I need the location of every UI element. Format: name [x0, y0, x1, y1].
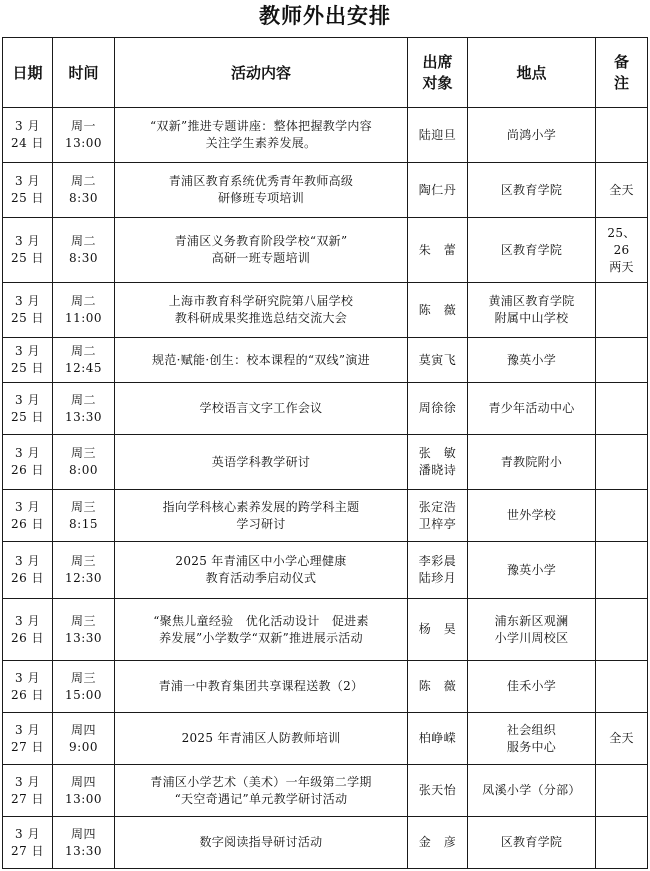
- time-cell-line: 周四: [70, 774, 96, 789]
- date-cell: [3, 713, 53, 765]
- time-cell-line: 周三: [70, 446, 96, 460]
- time-cell: [53, 283, 115, 338]
- note-cell-line: 两天: [609, 259, 634, 274]
- date-cell-line: 26 日: [10, 687, 45, 702]
- attendee-cell-line: 朱 蕾: [418, 242, 457, 257]
- activity-cell-line: 指向学科核心素养发展的跨学科主题: [162, 499, 360, 514]
- activity-cell: [115, 338, 408, 383]
- location-cell-line: 服务中心: [506, 739, 557, 754]
- time-cell-line: 13:30: [64, 409, 103, 424]
- location-cell-line: 豫英小学: [506, 352, 557, 367]
- note-cell-line: 25、: [607, 225, 636, 240]
- table-row: [3, 817, 648, 869]
- activity-cell-line: 2025 年青浦区中小学心理健康: [175, 554, 347, 568]
- attendee-cell: [408, 283, 468, 338]
- attendee-cell: [408, 163, 468, 218]
- time-cell-line: 11:00: [64, 311, 103, 325]
- location-cell: [468, 338, 596, 383]
- column-header-attendee-line: 出席: [422, 52, 453, 71]
- location-cell-line: 豫英小学: [506, 562, 557, 577]
- activity-cell: [115, 542, 408, 599]
- activity-cell-line: 上海市教育科学研究院第八届学校: [168, 294, 354, 308]
- time-cell-line: 周一: [70, 119, 96, 133]
- activity-cell-line: “聚焦儿童经验 优化活动设计 促进素: [153, 613, 369, 628]
- table-row: [3, 599, 648, 661]
- column-header-location: 地点: [468, 38, 596, 108]
- date-cell-line: 3 月: [15, 344, 40, 358]
- time-cell-line: 12:45: [64, 361, 103, 375]
- location-cell: [468, 599, 596, 661]
- location-cell: [468, 435, 596, 490]
- time-cell: [53, 542, 115, 599]
- attendee-cell-line: 张定浩: [418, 499, 457, 514]
- location-cell-line: 青教院附小: [500, 454, 563, 469]
- attendee-cell: [408, 599, 468, 661]
- date-cell-line: 3 月: [15, 499, 40, 514]
- time-cell: [53, 218, 115, 283]
- time-cell-line: 周三: [70, 554, 96, 568]
- table-row: [3, 163, 648, 218]
- attendee-cell: [408, 713, 468, 765]
- location-cell: [468, 218, 596, 283]
- note-cell: [596, 435, 648, 490]
- date-cell-line: 3 月: [15, 174, 40, 188]
- location-cell-line: 世外学校: [506, 508, 557, 522]
- attendee-cell: [408, 542, 468, 599]
- time-cell-line: 8:00: [69, 463, 98, 477]
- date-cell: [3, 542, 53, 599]
- location-cell: [468, 108, 596, 163]
- activity-cell-line: 教育活动季启动仪式: [205, 571, 317, 585]
- date-cell: [3, 817, 53, 869]
- time-cell-line: 周三: [70, 613, 96, 628]
- date-cell-line: 27 日: [10, 843, 45, 858]
- attendee-cell: [408, 108, 468, 163]
- note-cell: [596, 383, 648, 435]
- date-cell-line: 26 日: [10, 630, 45, 645]
- time-cell-line: 周四: [70, 722, 96, 737]
- table-row: [3, 490, 648, 542]
- note-cell: [596, 283, 648, 338]
- note-cell: [596, 661, 648, 713]
- time-cell: [53, 713, 115, 765]
- date-cell: [3, 661, 53, 713]
- column-header-activity: 活动内容: [115, 38, 408, 108]
- location-cell-line: 佳禾小学: [506, 679, 557, 693]
- date-cell: [3, 490, 53, 542]
- time-cell-line: 15:00: [64, 687, 103, 702]
- time-cell-line: 周四: [70, 826, 96, 841]
- note-cell: [596, 163, 648, 218]
- location-cell-line: 区教育学院: [500, 242, 563, 257]
- activity-cell: [115, 490, 408, 542]
- activity-cell-line: 英语学科教学研讨: [211, 454, 311, 469]
- time-cell-line: 13:30: [64, 630, 103, 645]
- date-cell: [3, 765, 53, 817]
- activity-cell-line: “双新”推进专题讲座：整体把握教学内容: [150, 119, 372, 133]
- table-row: [3, 283, 648, 338]
- time-cell: [53, 435, 115, 490]
- column-header-attendee-line: 对象: [422, 73, 453, 92]
- attendee-cell: [408, 765, 468, 817]
- time-cell-line: 周二: [70, 174, 96, 188]
- activity-cell: [115, 383, 408, 435]
- table-row: [3, 661, 648, 713]
- time-cell-line: 13:00: [64, 136, 103, 150]
- time-cell-line: 8:15: [69, 516, 98, 531]
- activity-cell-line: “天空奇遇记”单元教学研讨活动: [174, 791, 348, 806]
- time-cell-line: 13:30: [64, 843, 103, 858]
- note-cell: [596, 218, 648, 283]
- date-cell-line: 25 日: [10, 191, 45, 205]
- location-cell-line: 黄浦区教育学院: [488, 294, 575, 308]
- location-cell-line: 区教育学院: [500, 182, 563, 197]
- attendee-cell: [408, 661, 468, 713]
- attendee-cell-line: 李彩晨: [418, 554, 457, 568]
- column-header-note-line: 注: [613, 73, 629, 92]
- attendee-cell-line: 陈 薇: [418, 679, 457, 693]
- note-cell: [596, 338, 648, 383]
- table-row: [3, 108, 648, 163]
- attendee-cell-line: 陆迎旦: [418, 127, 457, 142]
- location-cell-line: 区教育学院: [500, 835, 563, 849]
- activity-cell: [115, 283, 408, 338]
- time-cell-line: 周二: [70, 234, 96, 248]
- attendee-cell: [408, 435, 468, 490]
- activity-cell-line: 养发展”小学数学“双新”推进展示活动: [159, 630, 363, 645]
- date-cell-line: 3 月: [15, 722, 40, 737]
- date-cell: [3, 108, 53, 163]
- date-cell-line: 3 月: [15, 446, 40, 460]
- note-cell-line: 全天: [609, 182, 634, 197]
- time-cell: [53, 383, 115, 435]
- location-cell: [468, 661, 596, 713]
- note-cell-line: 26: [613, 242, 630, 257]
- time-cell: [53, 490, 115, 542]
- activity-cell: [115, 108, 408, 163]
- attendee-cell-line: 柏峥嵘: [418, 731, 457, 745]
- location-cell-line: 附属中山学校: [494, 311, 569, 325]
- date-cell-line: 27 日: [10, 791, 45, 806]
- table-row: [3, 765, 648, 817]
- date-cell-line: 3 月: [15, 670, 40, 685]
- time-cell: [53, 661, 115, 713]
- activity-cell-line: 数字阅读指导研讨活动: [199, 835, 323, 849]
- date-cell-line: 25 日: [10, 409, 45, 424]
- time-cell-line: 8:30: [69, 251, 98, 265]
- date-cell: [3, 599, 53, 661]
- attendee-cell: [408, 218, 468, 283]
- attendee-cell-line: 莫寅飞: [418, 352, 457, 367]
- table-row: [3, 218, 648, 283]
- location-cell-line: 凤溪小学（分部）: [482, 783, 581, 797]
- page-title: 教师外出安排: [259, 4, 391, 28]
- date-cell-line: 26 日: [10, 463, 45, 477]
- activity-cell-line: 教科研成果奖推选总结交流大会: [174, 311, 348, 325]
- activity-cell: [115, 163, 408, 218]
- date-cell: [3, 283, 53, 338]
- activity-cell-line: 青浦一中教育集团共享课程送教（2）: [158, 679, 364, 693]
- time-cell-line: 12:30: [64, 571, 103, 585]
- time-cell: [53, 599, 115, 661]
- schedule-body: [3, 108, 648, 869]
- date-cell-line: 25 日: [10, 251, 45, 265]
- attendee-cell-line: 杨 昊: [418, 622, 457, 636]
- activity-cell-line: 学校语言文字工作会议: [199, 401, 323, 415]
- attendee-cell-line: 潘晓诗: [418, 463, 457, 477]
- note-cell: [596, 817, 648, 869]
- location-cell: [468, 283, 596, 338]
- schedule-table: [2, 37, 648, 869]
- activity-cell: [115, 817, 408, 869]
- activity-cell-line: 2025 年青浦区人防教师培训: [181, 731, 341, 745]
- activity-cell-line: 研修班专项培训: [217, 191, 305, 205]
- date-cell-line: 3 月: [15, 294, 40, 308]
- date-cell: [3, 435, 53, 490]
- date-cell: [3, 163, 53, 218]
- header-row: [3, 38, 648, 108]
- time-cell-line: 9:00: [69, 739, 98, 754]
- date-cell-line: 26 日: [10, 571, 45, 585]
- location-cell-line: 社会组织: [506, 722, 557, 737]
- time-cell-line: 周二: [70, 344, 96, 358]
- attendee-cell-line: 周徐徐: [418, 401, 457, 415]
- activity-cell-line: 学习研讨: [236, 516, 286, 531]
- note-cell: [596, 108, 648, 163]
- date-cell-line: 3 月: [15, 826, 40, 841]
- column-header-note-line: 备: [613, 52, 629, 71]
- note-cell: [596, 713, 648, 765]
- activity-cell: [115, 661, 408, 713]
- time-cell: [53, 338, 115, 383]
- date-cell: [3, 338, 53, 383]
- note-cell: [596, 765, 648, 817]
- date-cell-line: 25 日: [10, 311, 45, 325]
- time-cell-line: 13:00: [64, 791, 103, 806]
- table-row: [3, 383, 648, 435]
- date-cell-line: 26 日: [10, 516, 45, 531]
- location-cell: [468, 817, 596, 869]
- date-cell-line: 25 日: [10, 361, 45, 375]
- activity-cell-line: 规范·赋能·创生：校本课程的“双线”演进: [152, 352, 370, 367]
- time-cell: [53, 163, 115, 218]
- activity-cell: [115, 599, 408, 661]
- time-cell-line: 周三: [70, 670, 96, 685]
- time-cell-line: 周三: [70, 499, 96, 514]
- time-cell: [53, 108, 115, 163]
- table-row: [3, 713, 648, 765]
- table-row: [3, 542, 648, 599]
- activity-cell: [115, 713, 408, 765]
- table-row: [3, 338, 648, 383]
- activity-cell-line: 青浦区教育系统优秀青年教师高级: [168, 174, 354, 188]
- column-header-note: [596, 38, 648, 108]
- activity-cell-line: 青浦区小学艺术（美术）一年级第二学期: [150, 774, 372, 789]
- location-cell: [468, 713, 596, 765]
- activity-cell: [115, 218, 408, 283]
- note-cell: [596, 542, 648, 599]
- time-cell: [53, 765, 115, 817]
- note-cell-line: 全天: [609, 731, 634, 745]
- attendee-cell-line: 张天怡: [418, 783, 457, 797]
- location-cell-line: 小学川周校区: [494, 630, 569, 645]
- date-cell-line: 3 月: [15, 234, 40, 248]
- date-cell-line: 24 日: [10, 136, 45, 150]
- attendee-cell-line: 卫梓亭: [418, 516, 457, 531]
- column-header-time: 时间: [53, 38, 115, 108]
- time-cell-line: 周二: [70, 294, 96, 308]
- activity-cell-line: 青浦区义务教育阶段学校“双新”: [174, 234, 348, 248]
- date-cell-line: 3 月: [15, 392, 40, 407]
- attendee-cell: [408, 490, 468, 542]
- location-cell-line: 青少年活动中心: [488, 401, 575, 415]
- attendee-cell-line: 张 敏: [418, 446, 457, 460]
- date-cell-line: 3 月: [15, 119, 40, 133]
- location-cell: [468, 542, 596, 599]
- activity-cell-line: 高研一班专题培训: [211, 251, 311, 265]
- attendee-cell-line: 陆珍月: [418, 571, 457, 585]
- location-cell: [468, 490, 596, 542]
- location-cell: [468, 163, 596, 218]
- location-cell: [468, 383, 596, 435]
- column-header-attendee: [408, 38, 468, 108]
- location-cell: [468, 765, 596, 817]
- location-cell-line: 浦东新区观澜: [494, 613, 569, 628]
- attendee-cell: [408, 383, 468, 435]
- activity-cell-line: 关注学生素养发展。: [205, 136, 317, 150]
- attendee-cell-line: 陈 薇: [418, 302, 457, 317]
- activity-cell: [115, 765, 408, 817]
- time-cell: [53, 817, 115, 869]
- date-cell: [3, 383, 53, 435]
- location-cell-line: 尚鸿小学: [506, 127, 557, 142]
- attendee-cell-line: 金 彦: [418, 835, 457, 849]
- note-cell: [596, 599, 648, 661]
- table-row: [3, 435, 648, 490]
- column-header-date: 日期: [3, 38, 53, 108]
- attendee-cell: [408, 817, 468, 869]
- date-cell: [3, 218, 53, 283]
- time-cell-line: 周二: [70, 392, 96, 407]
- date-cell-line: 3 月: [15, 613, 40, 628]
- attendee-cell-line: 陶仁丹: [418, 182, 457, 197]
- date-cell-line: 3 月: [15, 554, 40, 568]
- attendee-cell: [408, 338, 468, 383]
- note-cell: [596, 490, 648, 542]
- date-cell-line: 27 日: [10, 739, 45, 754]
- time-cell-line: 8:30: [69, 191, 98, 205]
- activity-cell: [115, 435, 408, 490]
- date-cell-line: 3 月: [15, 774, 40, 789]
